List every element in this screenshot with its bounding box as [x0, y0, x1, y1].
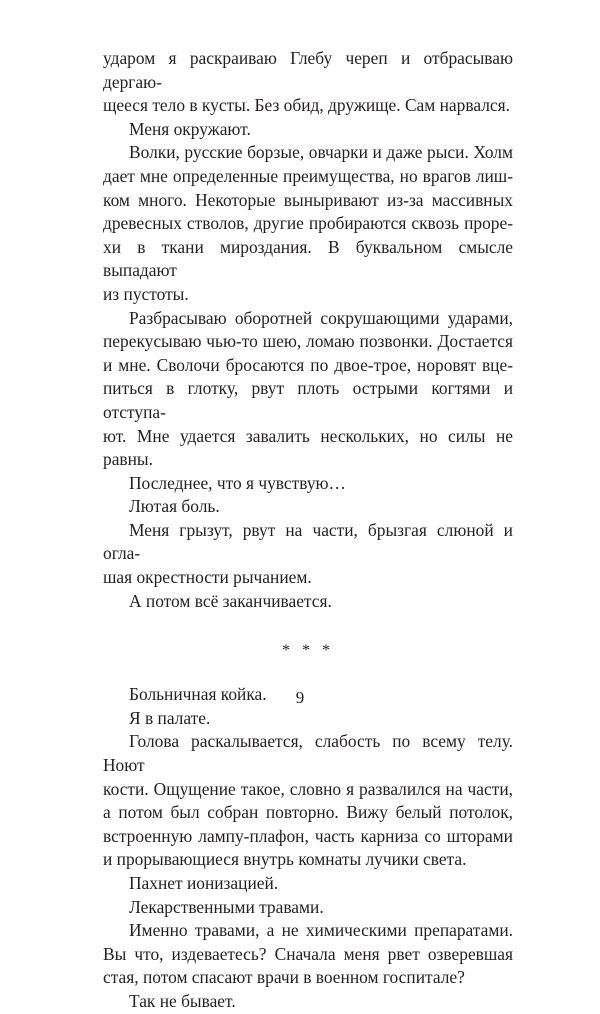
text-line: Вы что, издеваетесь? Сначала меня рвет озверевшая: [103, 943, 513, 964]
text-line: Последнее, что я чувствую…: [129, 472, 346, 493]
text-line: перекусываю чью-то шею, ломаю позвонки. Достается: [103, 331, 513, 352]
text-line: А потом всё заканчивается.: [129, 590, 332, 611]
section-separator: * * *: [282, 642, 334, 660]
text-line: кости. Ощущение такое, словно я развалился на части,: [103, 778, 513, 799]
page-number: 9: [295, 688, 305, 707]
text-line: Я в палате.: [129, 707, 211, 728]
text-line: Меня грызут, рвут на части, брызгая слюной и оглa-: [103, 519, 513, 564]
book-page: [103, 47, 513, 1014]
text-line: а потом был собран повторно. Вижу белый потолок,: [103, 802, 513, 823]
text-line: щееся тело в кусты. Без обид, дружище. Сам нарвался.: [103, 95, 510, 116]
text-line: Пахнет ионизацией.: [129, 873, 279, 893]
text-line: ком много. Некоторые выныривают из-за массивных: [103, 189, 513, 210]
text-line: Меня окружают.: [129, 118, 251, 139]
text-line: Лекарственными травами.: [129, 896, 324, 917]
text-line: Голова раскалывается, слабость по всему телу. Ноют: [103, 731, 513, 776]
section-before-separator: [103, 47, 513, 613]
text-line: Так не бывает.: [129, 990, 236, 1011]
text-line: шая окрестности рычанием.: [103, 567, 312, 588]
text-line: встроенную лампу-плафон, часть карниза со шторами: [103, 825, 513, 846]
text-line: и прорывающиеся внутрь комнаты лучики света.: [103, 849, 467, 870]
section-after-separator: [103, 683, 513, 1013]
text-line: древесных стволов, другие пробираются сквозь проре-: [103, 213, 513, 234]
text-line: ударом я раскраиваю Глебу череп и отбрасываю дергаю-: [103, 48, 513, 92]
text-line: Волки, русские борзые, овчарки и даже рыси. Холм: [129, 142, 513, 163]
text-line: и мне. Сволочи бросаются по двое-трое, норовят вце-: [103, 354, 513, 375]
text-line: питься в глотку, рвут плоть острыми когтями и отступа-: [103, 378, 513, 422]
text-line: Именно травами, а не химическими препаратами.: [129, 920, 513, 941]
text-line: дает мне определенные преимущества, но врагов лиш-: [103, 165, 513, 186]
text-line: хи в ткани мироздания. В буквальном смысле выпадают: [103, 236, 513, 281]
text-line: Больничная койка.: [129, 684, 267, 705]
text-line: Лютая боль.: [129, 496, 220, 517]
text-line: стая, потом спасают врачи в военном госпитале?: [103, 967, 465, 988]
text-line: ют. Мне удается завалить нескольких, но силы не равны.: [103, 425, 513, 470]
text-line: из пустоты.: [103, 283, 189, 304]
text-line: Разбрасываю оборотней сокрушающими ударами,: [129, 307, 513, 328]
